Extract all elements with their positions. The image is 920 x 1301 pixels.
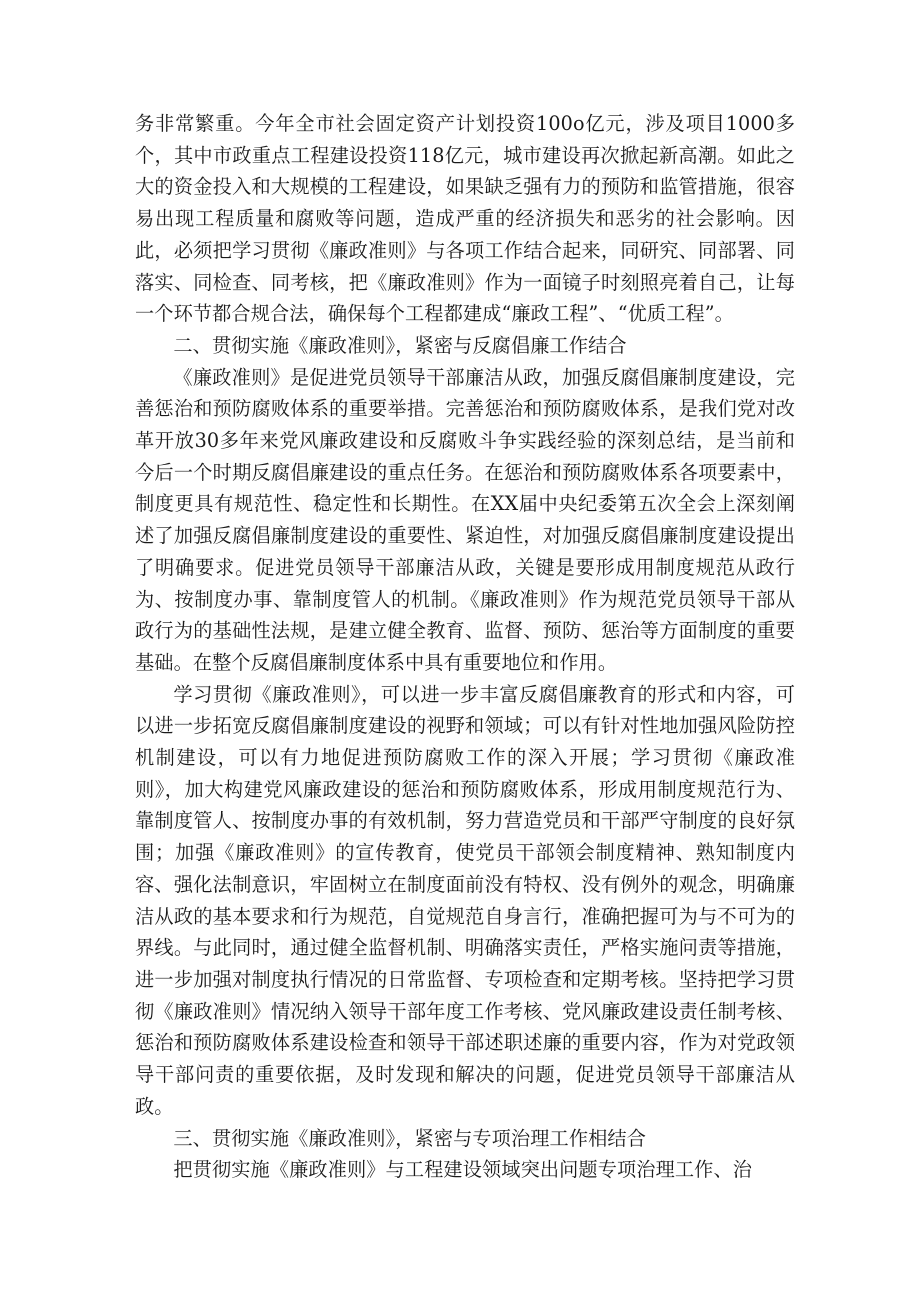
paragraph-integrity-rules: 《廉政准则》是促进党员领导干部廉洁从政，加强反腐倡廉制度建设，完善惩治和预防腐败体系的重要举措。完善惩治和预防腐败体系，是我们党对改革开放30多年来党风廉政建设和反腐败斗争实践经验的深刻总结，是当前和今后一个时期反腐倡廉建设的重点任务。在惩治和预防腐败体系各项要素中，制度更具有规范性、稳定性和长期性。在XX届中央纪委第五次全会上深刻阐述了加强反腐倡廉制度建设的重要性、紧迫性，对加强反腐倡廉制度建设提出了明确要求。促进党员领导干部廉洁从政，关键是要形成用制度规范从政行为、按制度办事、靠制度管人的机制。《廉政准则》作为规范党员领导干部从政行为的基础性法规，是建立健全教育、监督、预防、惩治等方面制度的重要基础。在整个反腐倡廉制度体系中具有重要地位和作用。 [135,365,795,674]
paragraph-investment-context: 务非常繁重。今年全市社会固定资产计划投资100o亿元，涉及项目1000多个，其中市政重点工程建设投资118亿元，城市建设再次掀起新高潮。如此之大的资金投入和大规模的工程建设，如果缺乏强有力的预防和监管措施，很容易出现工程质量和腐败等问题，造成严重的经济损失和恶劣的社会影响。因此，必须把学习贯彻《廉政准则》与各项工作结合起来，同研究、同部署、同落实、同检查、同考核，把《廉政准则》作为一面镜子时刻照亮着自己，让每一个环节都合规合法，确保每个工程都建成“廉政工程”、“优质工程”。 [135,112,795,326]
section-heading-two: 二、贯彻实施《廉政准则》，紧密与反腐倡廉工作结合 [173,333,627,357]
section-heading-three: 三、贯彻实施《廉政准则》，紧密与专项治理工作相结合 [173,1126,646,1150]
paragraph-study-implementation: 学习贯彻《廉政准则》，可以进一步丰富反腐倡廉教育的形式和内容，可以进一步拓宽反腐倡廉制度建设的视野和领域；可以有针对性地加强风险防控机制建设，可以有力地促进预防腐败工作的深入开展；学习贯彻《廉政准则》，加大构建党风廉政建设的惩治和预防腐败体系，形成用制度规范行为、靠制度管人、按制度办事的有效机制，努力营造党员和干部严守制度的良好氛围；加强《廉政准则》的宣传教育，使党员干部领会制度精神、熟知制度内容、强化法制意识，牢固树立在制度面前没有特权、没有例外的观念，明确廉洁从政的基本要求和行为规范，自觉规范自身言行，准确把握可为与不可为的界线。与此同时，通过健全监督机制、明确落实责任，严格实施问责等措施，进一步加强对制度执行情况的日常监督、专项检查和定期考核。坚持把学习贯彻《廉政准则》情况纳入领导干部年度工作考核、党风廉政建设责任制考核、惩治和预防腐败体系建设检查和领导干部述职述廉的重要内容，作为对党政领导干部问责的重要依据，及时发现和解决的问题，促进党员领导干部廉洁从政。 [135,682,795,1118]
document-body [135,108,795,1186]
paragraph-special-governance: 把贯彻实施《廉政准则》与工程建设领域突出问题专项治理工作、治 [173,1158,753,1182]
